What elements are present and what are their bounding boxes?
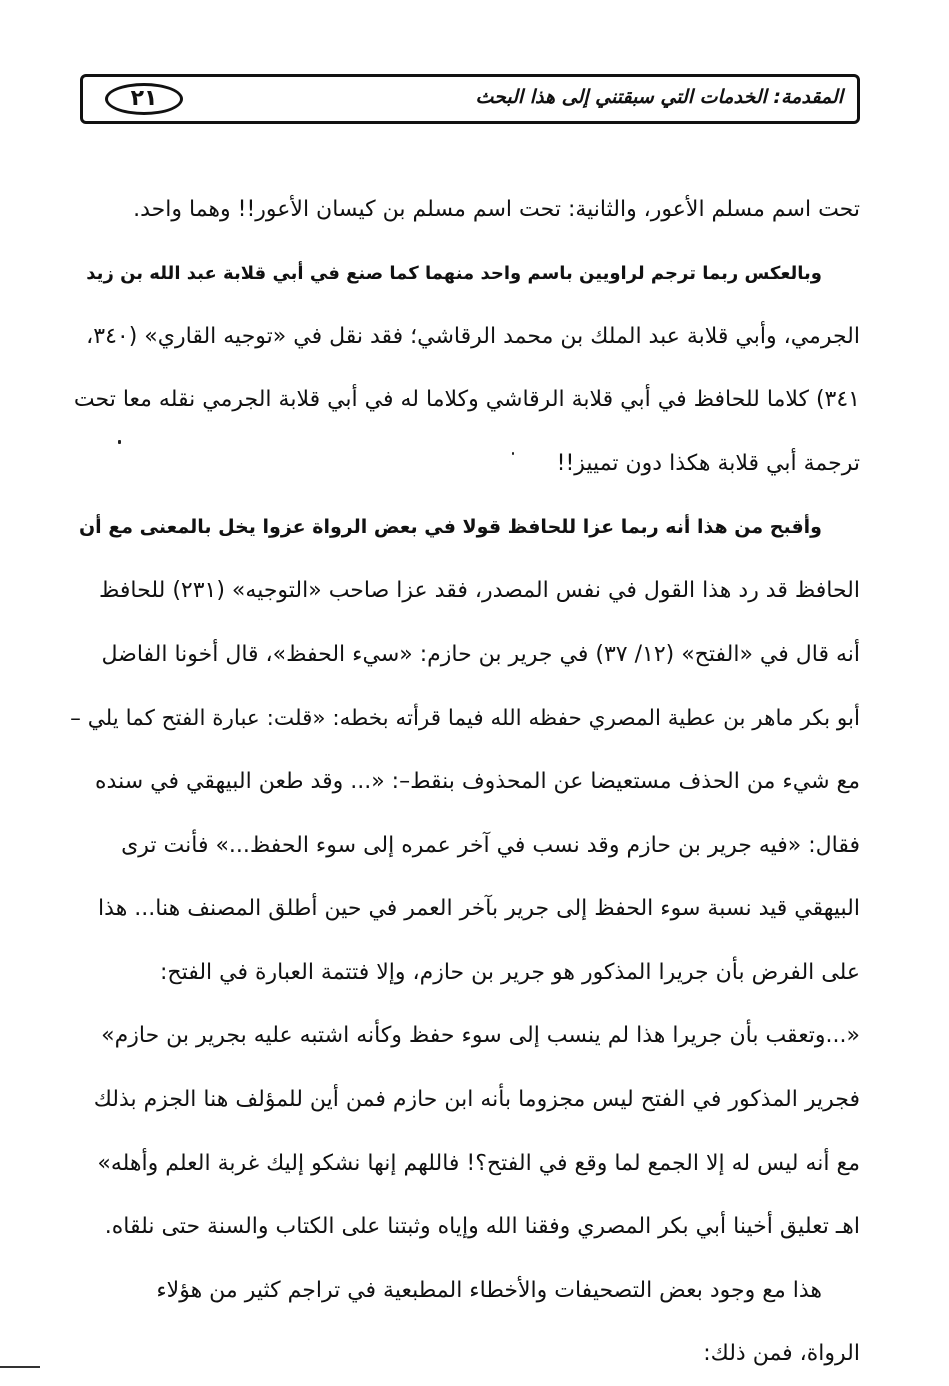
text-line-3: الجرمي، وأبي قلابة عبد الملك بن محمد الرقاشي؛ فقد نقل في «توجيه القاري» (٣٤٠، [86, 323, 860, 349]
running-header [80, 74, 860, 124]
text-line-7: الحافظ قد رد هذا القول في نفس المصدر، فقد عزا صاحب «التوجيه» (٢٣١) للحافظ [99, 578, 860, 604]
text-line-1: تحت اسم مسلم الأعور، والثانية: تحت اسم مسلم بن كيسان الأعور!! وهما واحد. [133, 196, 860, 222]
text-line-16: مع أنه ليس له إلا الجمع لما وقع في الفتح؟! فاللهم إنها نشكو إليك غربة العلم وأهله» [97, 1150, 860, 1176]
text-line-8: أنه قال في «الفتح» (١٢/ ٣٧) في جرير بن حازم: «سيء الحفظ»، قال أخونا الفاضل [101, 641, 860, 667]
text-line-6: وأقبح من هذا أنه ربما عزا للحافظ قولا في بعض الرواة عزوا يخل بالمعنى مع أن [78, 516, 822, 539]
text-line-12: البيهقي قيد نسبة سوء الحفظ إلى جرير بآخر العمر في حين أطلق المصنف هنا... هذا [98, 896, 860, 922]
text-line-5: ترجمة أبي قلابة هكذا دون تمييز!! [556, 450, 860, 476]
text-line-9: أبو بكر ماهر بن عطية المصري حفظه الله فيما قرأته بخطه: «قلت: عبارة الفتح كما يلي – [70, 705, 860, 731]
text-line-13: على الفرض بأن جريرا المذكور هو جرير بن حازم، وإلا فتتمة العبارة في الفتح: [159, 959, 860, 985]
text-line-10: مع شيء من الحذف مستعيضا عن المحذوف بنقط–: «... وقد طعن البيهقي في سنده [95, 768, 860, 794]
text-line-14: «...وتعقب بأن جريرا هذا لم ينسب إلى سوء حفظ وكأنه اشتبه عليه بجرير بن حازم» [101, 1023, 860, 1049]
text-line-2: وبالعكس ربما ترجم لراويين باسم واحد منهما كما صنع في أبي قلابة عبد الله بن زيد [86, 262, 822, 284]
page-number-badge: ٢١ [105, 83, 183, 115]
scan-edge-mark [0, 1366, 40, 1368]
text-line-18: هذا مع وجود بعض التصحيفات والأخطاء المطبعية في تراجم كثير من هؤلاء [156, 1277, 822, 1303]
text-line-15: فجرير المذكور في الفتح ليس مجزوما بأنه ابن حازم فمن أين للمؤلف هنا الجزم بذلك [93, 1086, 860, 1112]
text-line-11: فقال: «فيه جرير بن حازم وقد نسب في آخر عمره إلى سوء الحفظ...» فأنت ترى [121, 832, 860, 858]
scan-speck [512, 452, 514, 455]
body-text [70, 178, 860, 1386]
running-header-title: المقدمة: الخدمات التي سبقتني إلى هذا البحث [475, 86, 843, 108]
text-line-19: الرواة، فمن ذلك: [703, 1341, 860, 1367]
text-line-4: ٣٤١) كلاما للحافظ في أبي قلابة الرقاشي وكلاما له في أبي قلابة الجرمي نقله معا تحت [73, 387, 860, 413]
text-line-17: اهـ تعليق أخينا أبي بكر المصري وفقنا الله وإياه وثبتنا على الكتاب والسنة حتى نلقاه. [104, 1214, 860, 1240]
scan-speck [118, 440, 121, 444]
